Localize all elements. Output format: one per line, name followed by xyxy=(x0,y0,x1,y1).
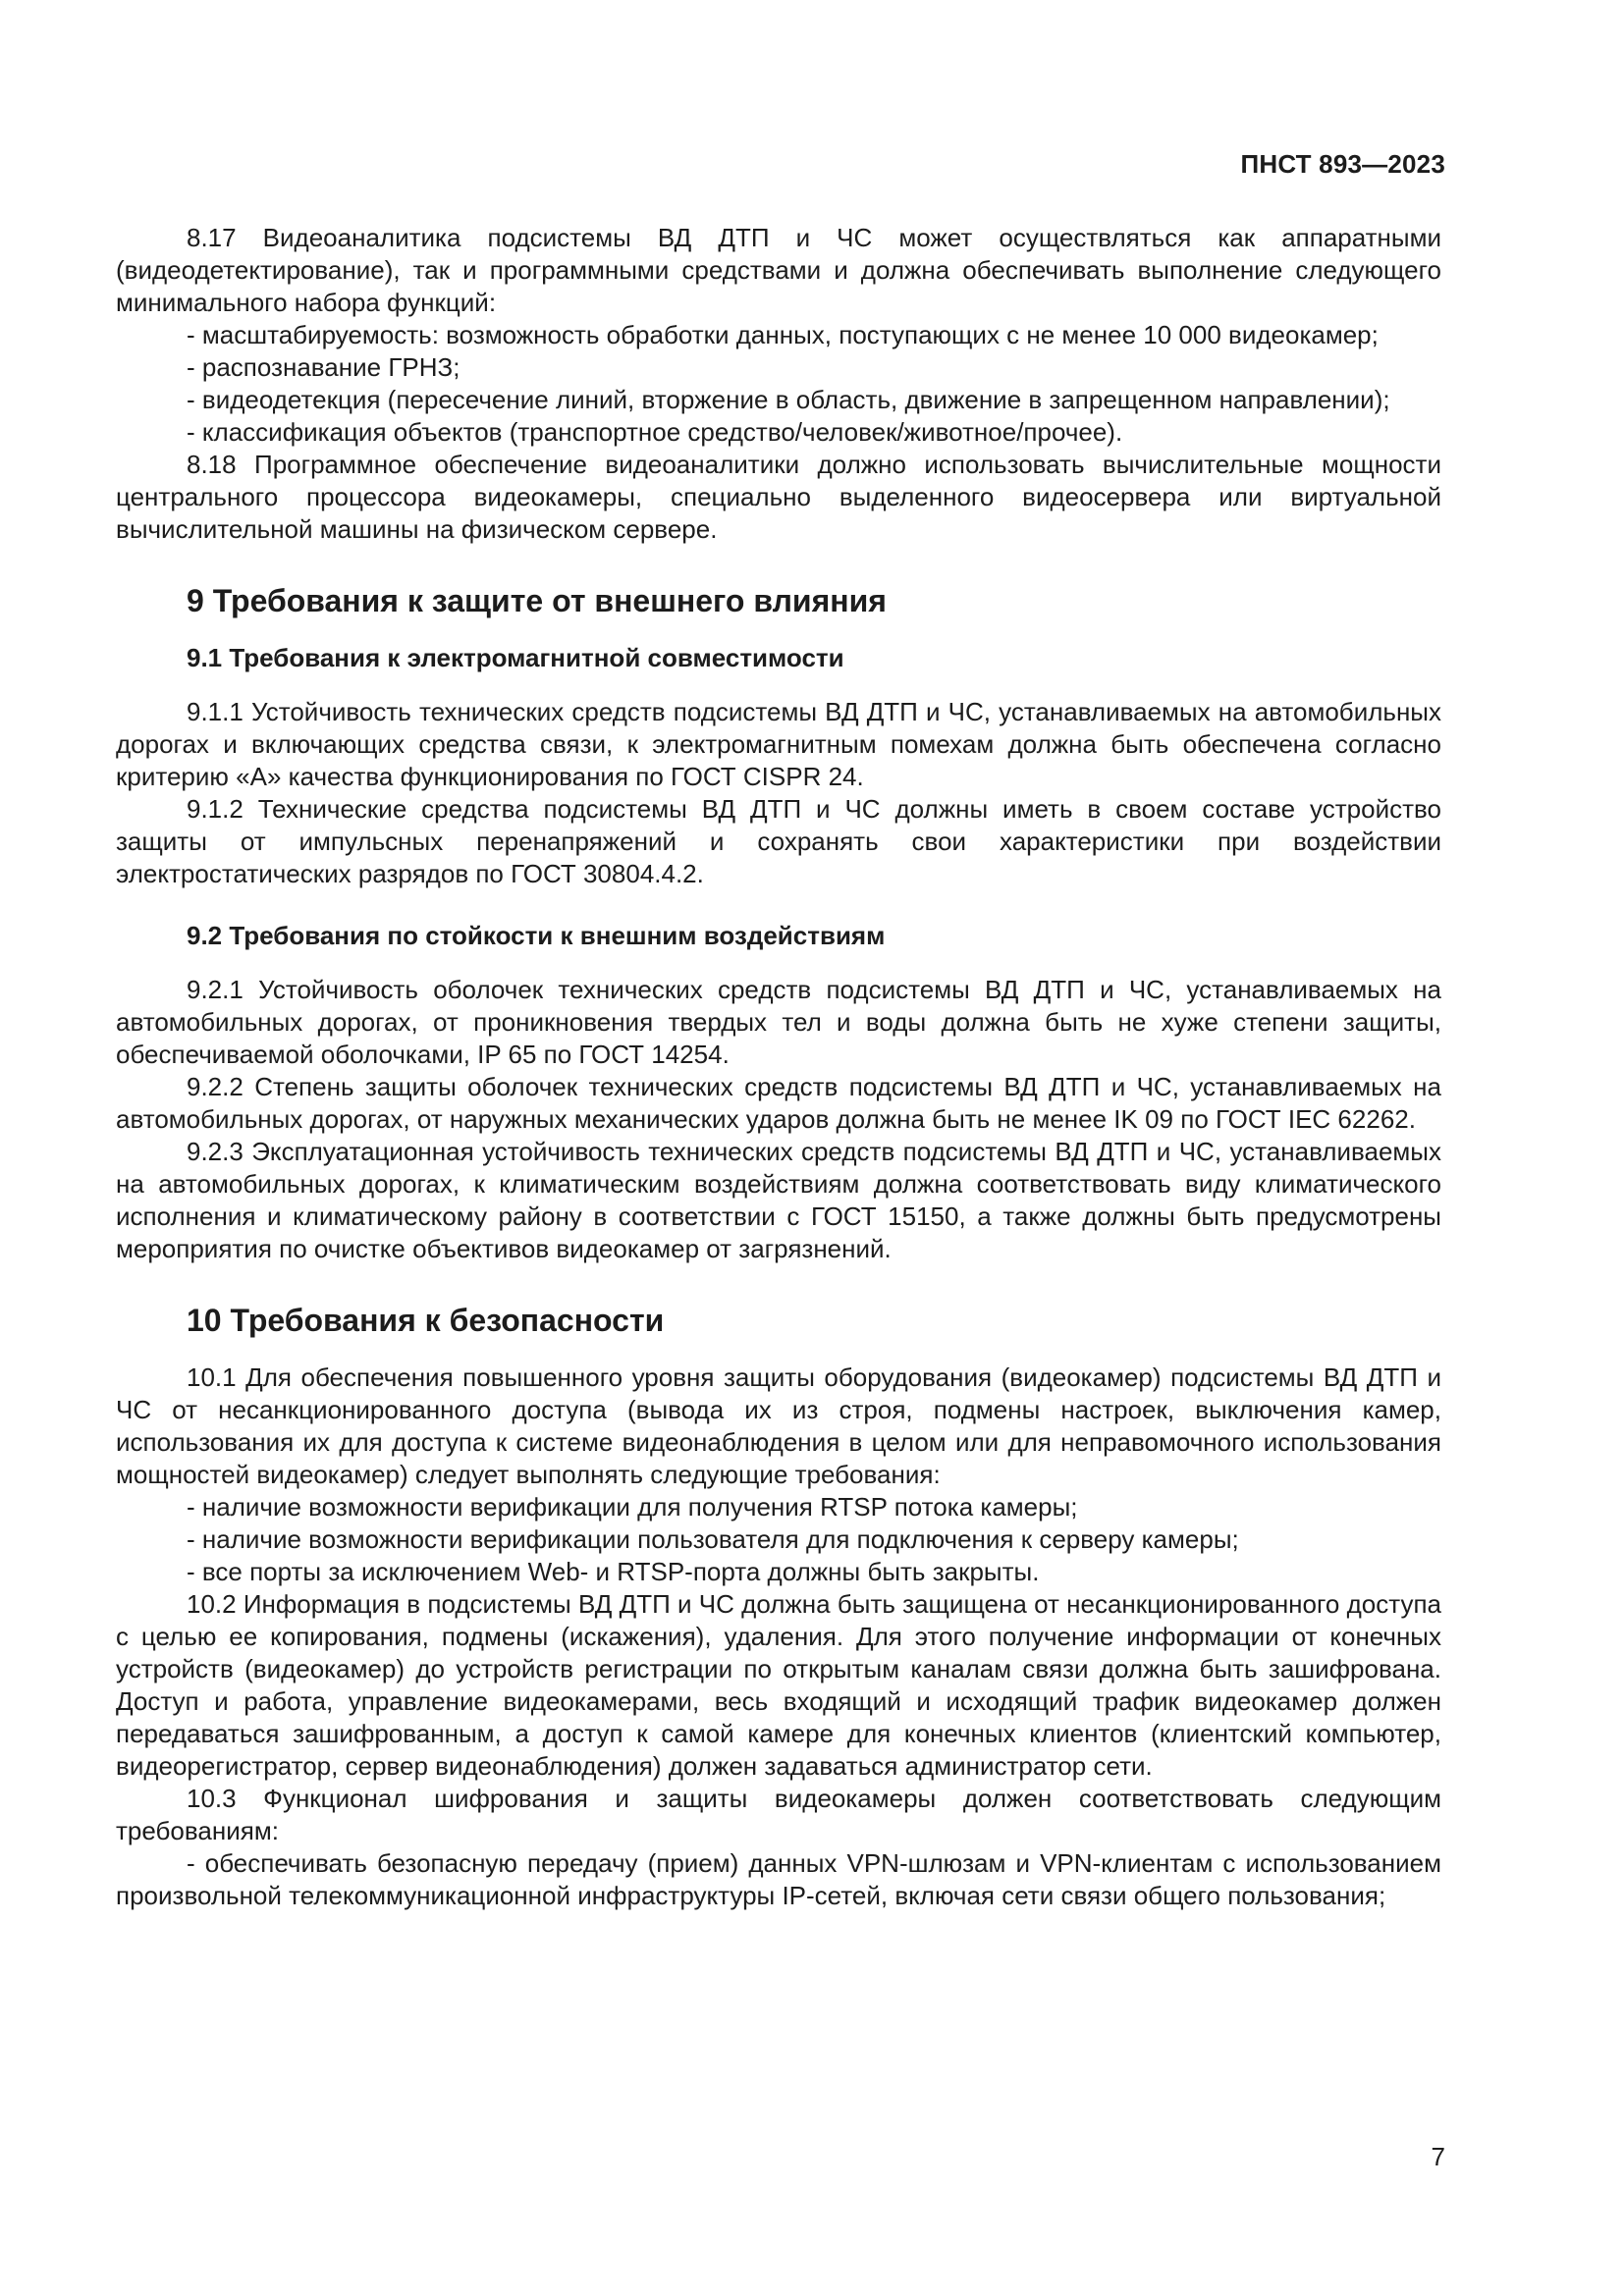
document-code: ПНСТ 893—2023 xyxy=(1240,149,1445,179)
list-item: - видеодетекция (пересечение линий, вторжение в область, движение в запрещенном направлении); xyxy=(187,385,1390,414)
subsection-heading-9-1: 9.1 Требования к электромагнитной совместимости xyxy=(187,643,844,672)
list-item: - масштабируемость: возможность обработки данных, поступающих с не менее 10 000 видеокамер; xyxy=(187,320,1379,349)
paragraph-10-3: 10.3 Функционал шифрования и защиты видеокамеры должен соответствовать следующим требованиям: xyxy=(116,1784,1441,1845)
paragraph-10-1: 10.1 Для обеспечения повышенного уровня защиты оборудования (видеокамер) подсистемы ВД ДТП и ЧС от несанкционированного доступа (вывода их из строя, подмены настроек, выключения камер, использования их для доступа к системе видеонаблюдения в целом или для неправомочного использования мощностей видеокамер) следует выполнять следующие требования: xyxy=(116,1362,1441,1489)
paragraph-9-2-1: 9.2.1 Устойчивость оболочек технических средств подсистемы ВД ДТП и ЧС, устанавливаемых на автомобильных дорогах, от проникновения твердых тел и воды должна быть не хуже степени защиты, обеспечиваемой оболочками, IP 65 по ГОСТ 14254. xyxy=(116,975,1441,1069)
paragraph-8-18: 8.18 Программное обеспечение видеоаналитики должно использовать вычислительные мощности центрального процессора видеокамеры, специально выделенного видеосервера или виртуальной вычислительной машины на физическом сервере. xyxy=(116,450,1441,544)
paragraph-9-2-3: 9.2.3 Эксплуатационная устойчивость технических средств подсистемы ВД ДТП и ЧС, устанавливаемых на автомобильных дорогах, к климатическим воздействиям должна соответствовать виду климатического исполнения и климатическому району в соответствии с ГОСТ 15150, а также должны быть предусмотрены мероприятия по очистке объективов видеокамер от загрязнений. xyxy=(116,1137,1441,1263)
page-number: 7 xyxy=(1431,2142,1445,2171)
paragraph-10-2: 10.2 Информация в подсистемы ВД ДТП и ЧС должна быть защищена от несанкционированного доступа с целью ее копирования, подмены (искажения), удаления. Для этого получение информации от конечных устройств (видеокамер) до устройств регистрации по открытым каналам связи должна быть зашифрована. Доступ и работа, управление видеокамерами, весь входящий и исходящий трафик видеокамер должен передаваться зашифрованным, а доступ к самой камере для конечных клиентов (клиентский компьютер, видеорегистратор, сервер видеонаблюдения) должен задаваться администратор сети. xyxy=(116,1589,1441,1781)
paragraph-9-1-1: 9.1.1 Устойчивость технических средств подсистемы ВД ДТП и ЧС, устанавливаемых на автомобильных дорогах и включающих средства связи, к электромагнитным помехам должна быть обеспечена согласно критерию «А» качества функционирования по ГОСТ CISPR 24. xyxy=(116,697,1441,791)
section-heading-10: 10 Требования к безопасности xyxy=(187,1303,665,1338)
list-item: - распознавание ГРНЗ; xyxy=(187,352,460,382)
section-heading-9: 9 Требования к защите от внешнего влияния xyxy=(187,583,887,618)
paragraph-8-17: 8.17 Видеоаналитика подсистемы ВД ДТП и ЧС может осуществляться как аппаратными (видеодетектирование), так и программными средствами и должна обеспечивать выполнение следующего минимального набора функций: xyxy=(116,223,1441,317)
list-item: - классификация объектов (транспортное средство/человек/животное/прочее). xyxy=(187,417,1123,447)
paragraph-9-1-2: 9.1.2 Технические средства подсистемы ВД ДТП и ЧС должны иметь в своем составе устройство защиты от импульсных перенапряжений и сохранять свои характеристики при воздействии электростатических разрядов по ГОСТ 30804.4.2. xyxy=(116,794,1441,888)
list-item: - наличие возможности верификации пользователя для подключения к серверу камеры; xyxy=(187,1524,1239,1554)
list-item: - все порты за исключением Web- и RTSP-порта должны быть закрыты. xyxy=(187,1557,1040,1586)
paragraph-9-2-2: 9.2.2 Степень защиты оболочек технических средств подсистемы ВД ДТП и ЧС, устанавливаемых на автомобильных дорогах, от наружных механических ударов должна быть не менее IK 09 по ГОСТ IEC 62262. xyxy=(116,1072,1441,1134)
document-body xyxy=(116,222,1441,1912)
subsection-heading-9-2: 9.2 Требования по стойкости к внешним воздействиям xyxy=(187,921,886,950)
list-item: - наличие возможности верификации для получения RTSP потока камеры; xyxy=(187,1492,1078,1522)
list-item: - обеспечивать безопасную передачу (прием) данных VPN-шлюзам и VPN-клиентам с использованием произвольной телекоммуникационной инфраструктуры IP-сетей, включая сети связи общего пользования; xyxy=(116,1848,1441,1910)
